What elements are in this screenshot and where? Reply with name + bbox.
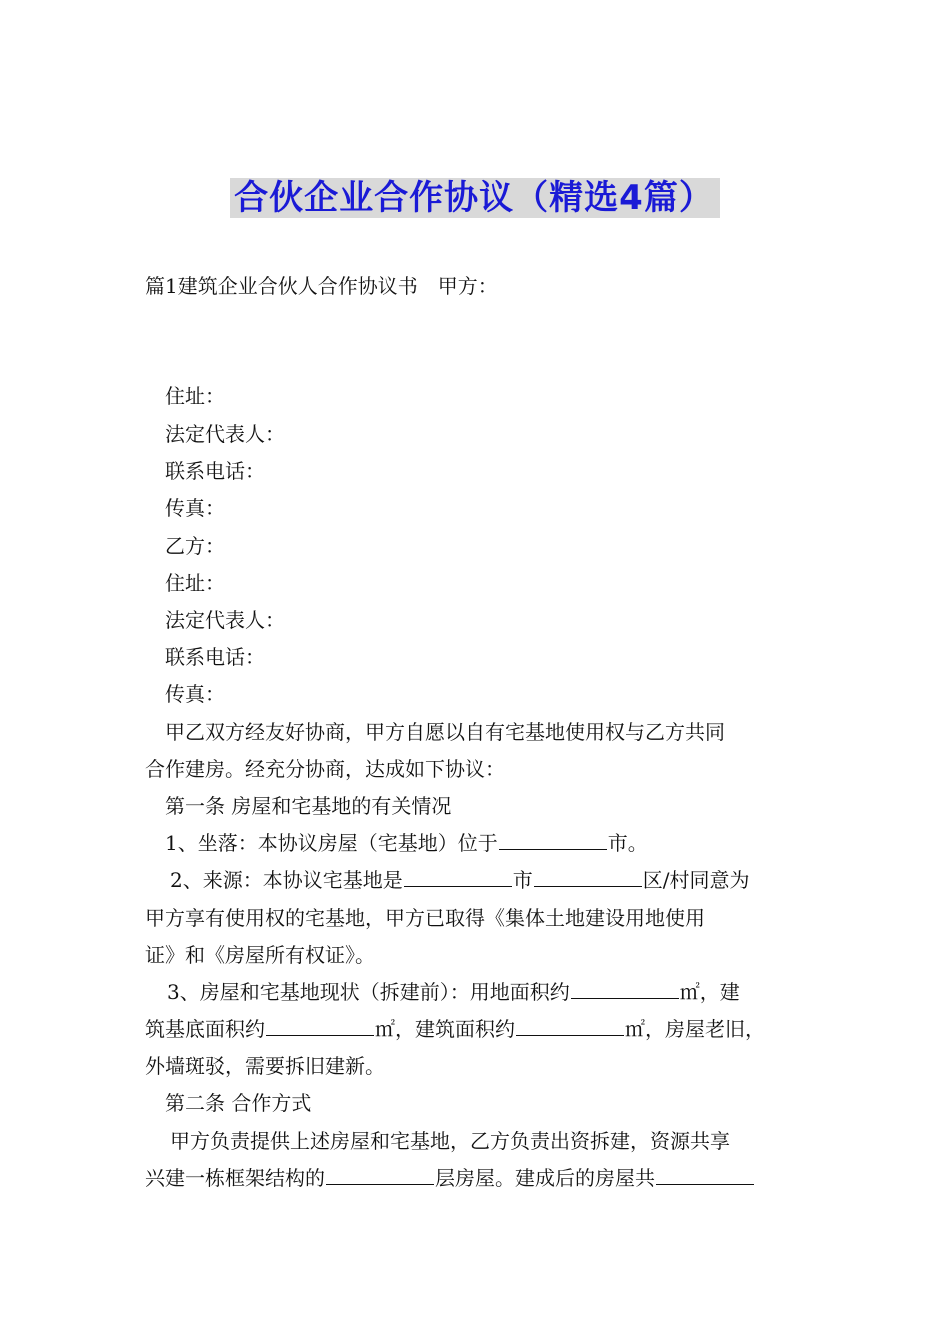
party-b-fax: 传真： <box>165 682 225 706</box>
clause-text: 区/村同意为 <box>642 868 750 892</box>
article-2-heading: 第二条 合作方式 <box>165 1091 312 1115</box>
clause-1-location <box>165 829 845 857</box>
clause-text: 2、来源：本协议宅基地是 <box>170 868 403 892</box>
clause-text: ㎡，建 <box>679 980 740 1004</box>
paragraph-intro-2: 合作建房。经充分协商，达成如下协议： <box>145 757 505 781</box>
clause-text: 兴建一栋框架结构的 <box>145 1166 325 1190</box>
clause-2-end: 证》和《房屋所有权证》。 <box>145 943 375 967</box>
title-container <box>0 178 950 218</box>
clause-text: ㎡，房屋老旧， <box>625 1017 765 1041</box>
fill-in-blank <box>266 1015 374 1036</box>
article-2-paragraph-2 <box>145 1164 825 1192</box>
fill-in-blank <box>534 866 642 887</box>
party-a-representative: 法定代表人： <box>165 422 285 446</box>
article-2-paragraph-1: 甲方负责提供上述房屋和宅基地，乙方负责出资拆建，资源共享 <box>170 1129 730 1153</box>
fill-in-blank <box>326 1164 434 1185</box>
fill-in-blank <box>404 866 512 887</box>
clause-3-continued <box>145 1015 825 1043</box>
clause-text: 筑基底面积约 <box>145 1017 265 1041</box>
clause-text: ㎡，建筑面积约 <box>375 1017 515 1041</box>
article-1-heading: 第一条 房屋和宅基地的有关情况 <box>165 794 452 818</box>
party-b: 乙方： <box>165 534 225 558</box>
clause-2-source <box>170 866 850 894</box>
fill-in-blank <box>499 829 607 850</box>
clause-text: 层房屋。建成后的房屋共 <box>435 1166 655 1190</box>
party-b-representative: 法定代表人： <box>165 608 285 632</box>
clause-text: 3、房屋和宅基地现状（拆建前）：用地面积约 <box>167 980 570 1004</box>
paragraph-intro-1: 甲乙双方经友好协商，甲方自愿以自有宅基地使用权与乙方共同 <box>165 720 725 744</box>
clause-3-status <box>167 978 847 1006</box>
party-b-address: 住址： <box>165 571 225 595</box>
section-heading: 篇1建筑企业合伙人合作协议书 甲方： <box>145 274 498 298</box>
party-a-address: 住址： <box>165 384 225 408</box>
party-a-phone: 联系电话： <box>165 459 265 483</box>
clause-2-continued: 甲方享有使用权的宅基地，甲方已取得《集体土地建设用地使用 <box>145 906 705 930</box>
clause-3-end: 外墙斑驳，需要拆旧建新。 <box>145 1054 385 1078</box>
clause-text: 市。 <box>607 831 648 855</box>
party-a-fax: 传真： <box>165 496 225 520</box>
clause-text: 市 <box>512 868 533 892</box>
party-b-phone: 联系电话： <box>165 645 265 669</box>
clause-text: 1、坐落：本协议房屋（宅基地）位于 <box>165 831 498 855</box>
fill-in-blank <box>656 1164 754 1185</box>
document-title: 合伙企业合作协议（精选4篇） <box>230 178 720 218</box>
fill-in-blank <box>571 978 679 999</box>
fill-in-blank <box>516 1015 624 1036</box>
